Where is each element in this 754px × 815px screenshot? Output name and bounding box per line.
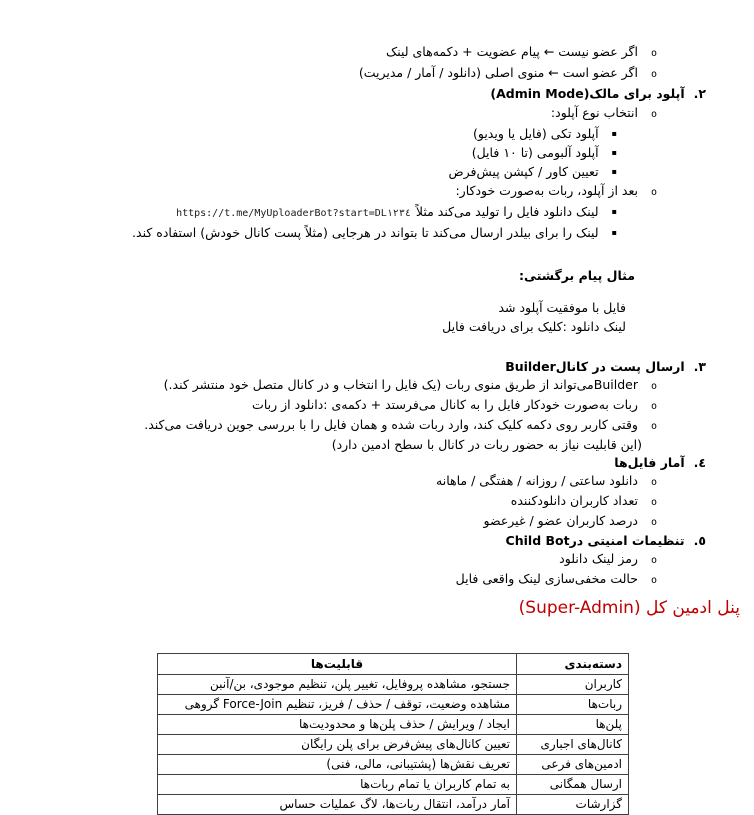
list-number: ۲. (693, 86, 706, 101)
list-number: ۳. (693, 359, 706, 374)
item-text: آپلود برای مالک(Admin Mode) (490, 86, 685, 101)
intro-list (0, 42, 754, 242)
category-cell: گزارشات (517, 795, 629, 815)
square-bullet-icon: ▪ (611, 129, 617, 138)
list-item (0, 396, 754, 416)
circle-bullet-icon: o (650, 497, 657, 508)
category-cell: ادمین‌های فرعی (517, 755, 629, 775)
table-row (158, 775, 629, 795)
list-item (0, 492, 754, 512)
table-header-cell: قابلیت‌ها (158, 654, 517, 675)
list-item (0, 181, 754, 202)
circle-bullet-icon: o (650, 381, 657, 392)
capability-cell: به تمام کاربران یا تمام ربات‌ها (158, 775, 517, 795)
item-text: Builderمی‌تواند از طریق منوی ربات (یک فایل را انتخاب و در کانال متصل خود منتشر کند.) (163, 377, 638, 392)
numbered-item (0, 532, 754, 550)
table-header-row (158, 654, 629, 675)
category-cell: پلن‌ها (517, 715, 629, 735)
list-item (0, 143, 754, 162)
example-line-text: فایل با موفقیت آپلود شد (498, 300, 626, 315)
features-list (0, 358, 754, 590)
category-cell: ارسال همگانی (517, 775, 629, 795)
list-item (0, 202, 754, 223)
super-admin-heading: پنل ادمین کل (Super-Admin) (518, 598, 740, 618)
example-line (0, 317, 754, 336)
circle-bullet-icon: o (650, 421, 657, 432)
list-number: ٥. (693, 533, 706, 548)
capability-cell: آمار درآمد، انتقال ربات‌ها، لاگ عملیات حساس (158, 795, 517, 815)
item-text: آپلود تکی (فایل یا ویدیو) (472, 126, 599, 141)
category-cell: ربات‌ها (517, 695, 629, 715)
circle-bullet-icon: o (650, 555, 657, 566)
item-text: انتخاب نوع آپلود: (550, 105, 638, 120)
item-text: بعد از آپلود، ربات به‌صورت خودکار: (455, 183, 638, 198)
table-header-cell: دسته‌بندی (517, 654, 629, 675)
example-block (0, 266, 754, 336)
capability-cell: تعریف نقش‌ها (پشتیبانی، مالی، فنی) (158, 755, 517, 775)
square-bullet-icon: ▪ (611, 148, 617, 157)
example-line (0, 298, 754, 317)
list-item (0, 124, 754, 143)
download-url: https://t.me/MyUploaderBot?start=DL١٢٣٤ (176, 208, 411, 219)
capability-table (157, 653, 629, 815)
circle-bullet-icon: o (650, 48, 657, 59)
capability-cell: ایجاد / ویرایش / حذف پلن‌ها و محدودیت‌ها (158, 715, 517, 735)
list-item (0, 472, 754, 492)
table-row (158, 755, 629, 775)
numbered-item (0, 358, 754, 376)
example-title: مثال پیام برگشتی: (519, 268, 635, 283)
table-row (158, 795, 629, 815)
item-text: رمز لینک دانلود (559, 551, 638, 566)
item-text: وقتی کاربر روی دکمه کلیک کند، وارد ربات شده و همان فایل را با بررسی جوین دریافت می‌کند. (144, 417, 638, 432)
capability-cell: جستجو، مشاهده پروفایل، تغییر پلن، تنظیم موجودی، بن/آنبن (158, 675, 517, 695)
item-text: اگر عضو است ← منوی اصلی (دانلود / آمار / مدیریت) (358, 65, 638, 80)
capability-cell: مشاهده وضعیت، توقف / حذف / فریز، تنظیم Force-Join گروهی (158, 695, 517, 715)
item-text: آمار فایل‌ها (614, 455, 685, 470)
item-text: حالت مخفی‌سازی لینک واقعی فایل (455, 571, 638, 586)
item-text: تنظیمات امنیتی درChild Bot (505, 533, 685, 548)
list-item (0, 42, 754, 63)
item-text: ربات به‌صورت خودکار فایل را به کانال می‌فرستد + دکمه‌ی :دانلود از ربات (252, 397, 638, 412)
table-row (158, 735, 629, 755)
list-item (0, 162, 754, 181)
numbered-item (0, 84, 754, 103)
circle-bullet-icon: o (650, 69, 657, 80)
item-text: (این قابلیت نیاز به حضور ربات در کانال با سطح ادمین دارد) (331, 437, 642, 452)
list-item (0, 550, 754, 570)
square-bullet-icon: ▪ (611, 167, 617, 176)
list-item (0, 63, 754, 84)
item-text: درصد کاربران عضو / غیرعضو (483, 513, 638, 528)
numbered-item (0, 454, 754, 472)
list-number: ٤. (693, 455, 706, 470)
list-item (0, 223, 754, 242)
circle-bullet-icon: o (650, 109, 657, 120)
table-row (158, 715, 629, 735)
item-text: آپلود آلبومی (تا ۱۰ فایل) (471, 145, 599, 160)
list-item (0, 570, 754, 590)
example-title-line (0, 266, 754, 285)
item-text: لینک دانلود فایل را تولید می‌کند مثلاً (415, 204, 599, 219)
example-lines (0, 298, 754, 336)
circle-bullet-icon: o (650, 517, 657, 528)
square-bullet-icon: ▪ (611, 228, 617, 237)
capability-cell: تعیین کانال‌های پیش‌فرض برای پلن رایگان (158, 735, 517, 755)
table-row (158, 695, 629, 715)
circle-bullet-icon: o (650, 477, 657, 488)
item-text: تعیین کاور / کپشن پیش‌فرض (448, 164, 599, 179)
item-text: ارسال پست در کانالBuilder (505, 359, 685, 374)
circle-bullet-icon: o (650, 187, 657, 198)
list-item (0, 103, 754, 124)
circle-bullet-icon: o (650, 401, 657, 412)
item-text: تعداد کاربران دانلودکننده (510, 493, 638, 508)
square-bullet-icon: ▪ (611, 207, 617, 216)
list-item (0, 376, 754, 396)
note-line (0, 436, 754, 454)
item-text: اگر عضو نیست ← پیام عضویت + دکمه‌های لینک (386, 44, 638, 59)
item-text: دانلود ساعتی / روزانه / هفتگی / ماهانه (436, 473, 638, 488)
category-cell: کانال‌های اجباری (517, 735, 629, 755)
example-line-text: لینک دانلود :کلیک برای دریافت فایل (442, 319, 626, 334)
circle-bullet-icon: o (650, 575, 657, 586)
list-item (0, 512, 754, 532)
list-item (0, 416, 754, 436)
table-row (158, 675, 629, 695)
item-text: لینک را برای بیلدر ارسال می‌کند تا بتواند در هرجایی (مثلاً پست کانال خودش) استفاده کند. (132, 225, 599, 240)
category-cell: کاربران (517, 675, 629, 695)
